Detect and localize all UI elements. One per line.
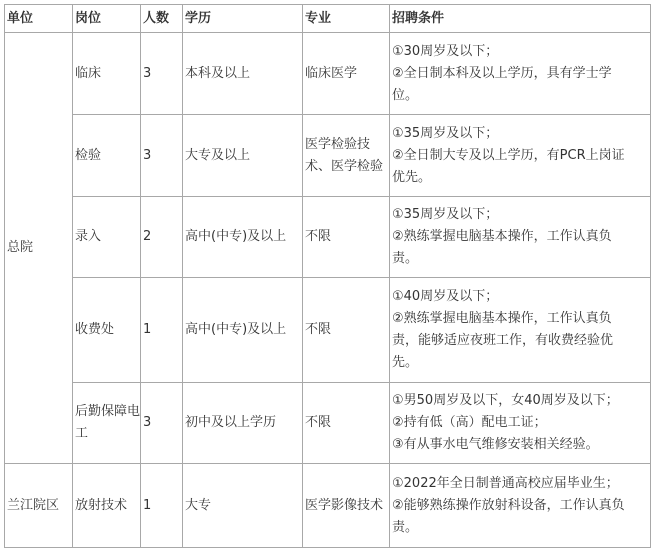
requirement-line: 责。 [392, 251, 419, 266]
requirement-line: 责，能够适应夜班工作，有收费经验优 [392, 333, 614, 348]
table-row [5, 197, 651, 278]
requirements-cell [390, 278, 651, 383]
requirement-line: ②持有低（高）配电工证； [392, 415, 547, 430]
requirement-line: ②熟练掌握电脑基本操作，工作认真负 [392, 229, 612, 244]
requirement-line: ①35周岁及以下； [392, 207, 499, 222]
unit-cell-main: 总院 [5, 33, 73, 464]
major-cell: 不限 [303, 197, 390, 278]
requirement-line: ②全日制大专及以上学历，有PCR上岗证 [392, 147, 625, 163]
requirement-line: 优先。 [392, 169, 432, 185]
header-education: 学历 [183, 5, 303, 33]
position-cell: 临床 [73, 33, 141, 115]
table-row [5, 115, 651, 197]
count-cell: 2 [141, 197, 183, 278]
position-cell: 录入 [73, 197, 141, 278]
count-cell: 1 [141, 464, 183, 548]
requirement-line: 先。 [392, 355, 419, 370]
header-requirements: 招聘条件 [390, 5, 651, 33]
table-row [5, 383, 651, 464]
count-cell: 3 [141, 383, 183, 464]
requirements-cell [390, 33, 651, 115]
requirements-cell [390, 383, 651, 464]
unit-cell-lanjiang: 兰江院区 [5, 464, 73, 548]
major-cell: 医学检验技术、医学检验 [303, 115, 390, 197]
count-cell: 1 [141, 278, 183, 383]
header-count: 人数 [141, 5, 183, 33]
major-cell: 不限 [303, 383, 390, 464]
requirement-line: ②能够熟练操作放射科设备，工作认真负 [392, 497, 625, 513]
education-cell: 大专 [183, 464, 303, 548]
header-unit: 单位 [5, 5, 73, 33]
position-cell: 后勤保障电工 [73, 383, 141, 464]
table-header-row [5, 5, 651, 33]
requirement-line: 位。 [392, 87, 419, 103]
education-cell: 高中(中专)及以上 [183, 197, 303, 278]
table-row [5, 278, 651, 383]
requirements-cell [390, 464, 651, 548]
table-row [5, 33, 651, 115]
requirements-cell [390, 115, 651, 197]
requirement-line: ①40周岁及以下； [392, 289, 499, 304]
header-major: 专业 [303, 5, 390, 33]
position-cell: 收费处 [73, 278, 141, 383]
major-cell: 医学影像技术 [303, 464, 390, 548]
requirement-line: ①2022年全日制普通高校应届毕业生； [392, 475, 619, 491]
count-cell: 3 [141, 33, 183, 115]
header-position: 岗位 [73, 5, 141, 33]
education-cell: 本科及以上 [183, 33, 303, 115]
education-cell: 初中及以上学历 [183, 383, 303, 464]
major-cell: 临床医学 [303, 33, 390, 115]
position-cell: 检验 [73, 115, 141, 197]
recruitment-table [4, 4, 651, 548]
requirement-line: ②全日制本科及以上学历，具有学士学 [392, 65, 612, 81]
education-cell: 高中(中专)及以上 [183, 278, 303, 383]
count-cell: 3 [141, 115, 183, 197]
requirement-line: ②熟练掌握电脑基本操作，工作认真负 [392, 311, 612, 326]
requirement-line: ①男50周岁及以下，女40周岁及以下； [392, 393, 619, 408]
requirement-line: ①30周岁及以下； [392, 43, 499, 59]
education-cell: 大专及以上 [183, 115, 303, 197]
table-row [5, 464, 651, 548]
requirement-line: ③有从事水电气维修安装相关经验。 [392, 437, 599, 452]
requirements-cell [390, 197, 651, 278]
position-cell: 放射技术 [73, 464, 141, 548]
major-cell: 不限 [303, 278, 390, 383]
requirement-line: 责。 [392, 519, 419, 535]
requirement-line: ①35周岁及以下； [392, 125, 499, 141]
